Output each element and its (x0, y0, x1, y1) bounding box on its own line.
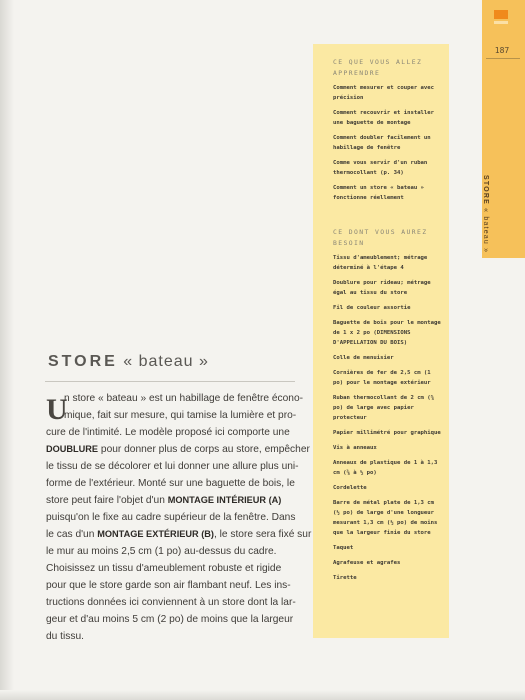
body-line: tructions données ici conviennent à un store dont la lar- (46, 597, 296, 608)
thumb-divider (486, 58, 520, 59)
thumb-label-strong: STORE (482, 175, 489, 205)
materials-item: Barre de métal plate de 1,3 cm (½ po) de large d'une longueur mesurant 1,3 cm (½ po) de moins que la largeur finie du store (333, 500, 438, 536)
body-line: n store « bateau » est un habillage de fenêtre écono- (64, 393, 304, 404)
chapter-color-mark-light (494, 21, 508, 24)
thumb-label-rest: « bateau » (482, 205, 489, 254)
learn-item: Comment doubler facilement un habillage de fenêtre (333, 135, 431, 151)
materials-item: Fil de couleur assortie (333, 305, 411, 311)
learn-section (313, 57, 443, 208)
materials-item: Ruban thermocollant de 2 cm (¾ po) de large avec papier protecteur (333, 395, 435, 421)
article-body (46, 390, 312, 645)
body-line: pour que le store garde son air flambant neuf. Les ins- (46, 580, 291, 591)
body-line (46, 526, 312, 543)
materials-item: Colle de menuisier (333, 355, 394, 361)
learn-list (313, 83, 443, 203)
materials-item: Taquet (333, 545, 354, 551)
materials-section (313, 227, 443, 588)
learn-item: Comme vous servir d'un ruban thermocollant (p. 34) (333, 160, 428, 176)
body-segment: le cas d'un (46, 529, 95, 540)
page-bottom-edge (0, 690, 525, 700)
body-line (46, 441, 310, 458)
learn-item: Comment recouvrir et installer une baguette de montage (333, 110, 435, 126)
drop-cap: U (46, 393, 68, 426)
body-segment: , le store sera fixé sur (213, 529, 312, 540)
chapter-color-mark (494, 10, 508, 19)
learn-item: Comment un store « bateau » fonctionne réellement (333, 185, 424, 201)
thumb-tab-label (482, 175, 489, 253)
body-line: forme de l'extérieur. Monté sur une baguette de bois, le (46, 478, 295, 489)
body-segment: store peut faire l'objet d'un (46, 495, 165, 506)
learn-item: Comment mesurer et couper avec précision (333, 85, 435, 101)
sidebar-panel (313, 44, 449, 638)
materials-item: Anneaux de plastique de 1 à 1,3 cm (⅜ à ½ po) (333, 460, 438, 476)
materials-item: Vis à anneaux (333, 445, 377, 451)
materials-item: Tirette (333, 575, 357, 581)
body-line: du tissu. (46, 631, 84, 642)
materials-list (313, 253, 443, 583)
body-line: cure de l'intimité. Le modèle proposé ici comporte une (46, 427, 290, 438)
body-line: geur et d'au moins 5 cm (2 po) de moins que la largeur (46, 614, 294, 625)
article-title-strong: STORE (48, 353, 118, 370)
materials-item: Papier millimétré pour graphique (333, 430, 441, 436)
page-gutter-shadow (0, 0, 14, 700)
term-montage-exterieur: MONTAGE EXTÉRIEUR (B) (97, 529, 214, 539)
materials-section-title: CE DONT VOUS AUREZ BESOIN (333, 228, 428, 247)
article-title-rest: « bateau » (117, 353, 209, 370)
materials-item: Cornières de fer de 2,5 cm (1 po) pour le montage extérieur (333, 370, 431, 386)
page-number: 187 (494, 46, 510, 55)
body-line: puisqu'on le fixe au cadre supérieur de la fenêtre. Dans (46, 512, 296, 523)
body-segment: pour donner plus de corps au store, empêcher (100, 444, 310, 455)
materials-item: Baguette de bois pour le montage de 1 x 2 po (DIMENSIONS D'APPELLATION DU BOIS) (333, 320, 441, 346)
term-montage-interieur: MONTAGE INTÉRIEUR (A) (167, 495, 282, 505)
body-line (46, 492, 296, 509)
materials-item: Cordelette (333, 485, 367, 491)
term-doublure: DOUBLURE (46, 444, 99, 454)
body-line: le mur au moins 2,5 cm (1 po) au-dessus du cadre. (46, 546, 277, 557)
materials-item: Agrafeuse et agrafes (333, 560, 401, 566)
title-rule (45, 381, 295, 382)
body-line: mique, fait sur mesure, qui tamise la lumière et pro- (64, 410, 297, 421)
article-title (48, 353, 209, 371)
learn-section-title: CE QUE VOUS ALLEZ APPRENDRE (333, 58, 423, 77)
body-line: le tissu de se décolorer et lui donner une allure plus uni- (46, 461, 299, 472)
body-line: Choisissez un tissu d'ameublement robuste et rigide (46, 563, 282, 574)
materials-item: Tissu d'ameublement; métrage déterminé à l'étape 4 (333, 255, 428, 271)
materials-item: Doublure pour rideau; métrage égal au tissu du store (333, 280, 431, 296)
